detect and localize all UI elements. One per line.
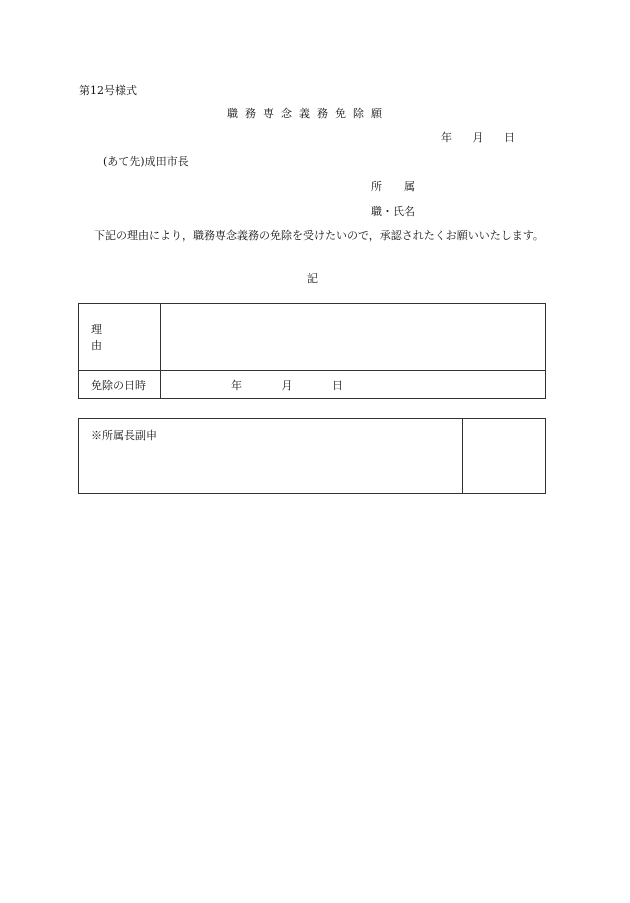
date-field[interactable] [161, 371, 546, 399]
date-row [79, 371, 546, 399]
reason-label-cell [79, 304, 161, 371]
position-name-label: 職・氏名 [371, 205, 415, 218]
document-title: 職務専念義務免除願 [227, 107, 389, 120]
exempt-month: 月 [281, 378, 293, 392]
seal-cell[interactable] [463, 419, 546, 494]
request-table [78, 303, 546, 399]
reason-row [79, 304, 546, 371]
reason-field[interactable] [161, 304, 546, 371]
ki-heading: 記 [307, 272, 318, 285]
date-day: 日 [504, 131, 515, 144]
date-label: 免除の日時 [91, 378, 146, 392]
date-label-cell [79, 371, 161, 399]
body-text: 下記の理由により，職務専念義務の免除を受けたいので，承認されたくお願いいたします。 [94, 229, 544, 242]
supervisor-label: ※所属長副申 [91, 429, 157, 442]
affiliation-label: 所 属 [371, 180, 415, 193]
exempt-day: 日 [332, 378, 343, 392]
supervisor-comment-cell[interactable] [79, 419, 463, 494]
date-month: 月 [472, 131, 484, 144]
form-number: 第12号様式 [79, 84, 137, 97]
addressee: (あて先)成田市長 [103, 155, 189, 168]
date-year: 年 [441, 131, 452, 144]
supervisor-row [79, 419, 546, 494]
supervisor-table [78, 418, 546, 494]
date-line [441, 129, 532, 145]
exempt-year: 年 [231, 378, 242, 392]
reason-label: 理由 [91, 323, 126, 352]
